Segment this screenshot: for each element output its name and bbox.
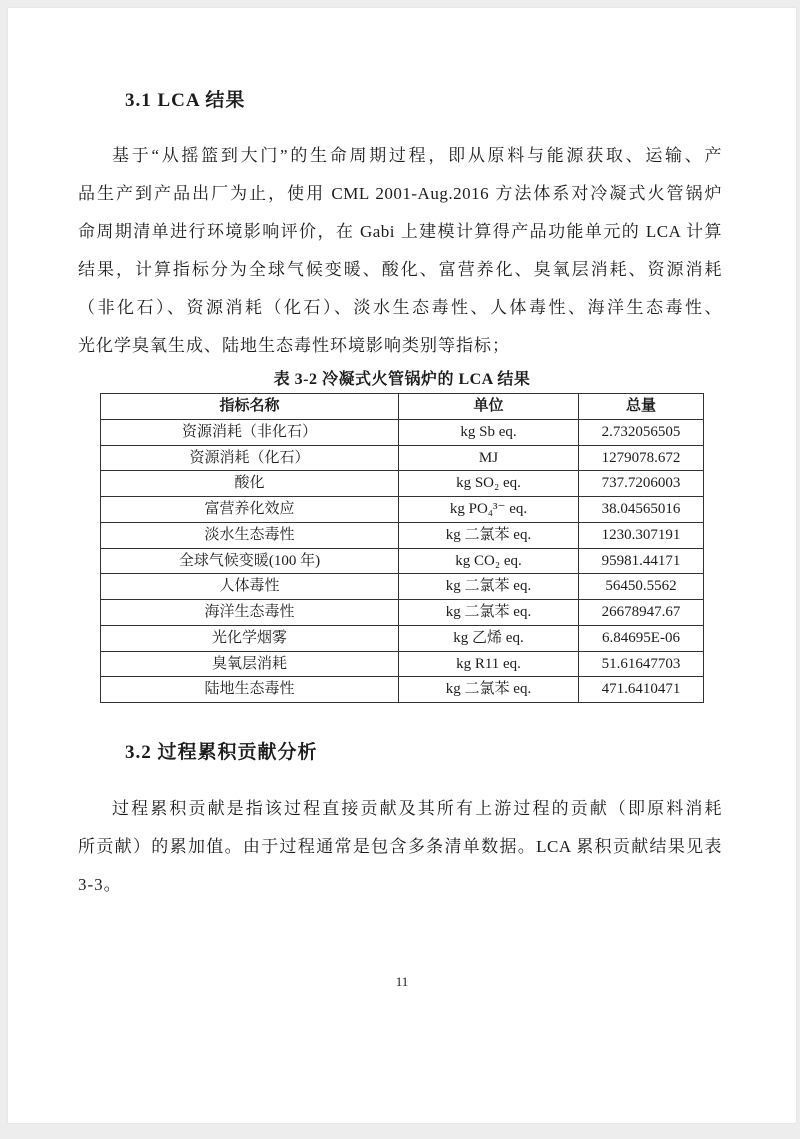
table-row: [101, 548, 704, 574]
column-header-total: 总量: [579, 394, 704, 420]
table-row: [101, 574, 704, 600]
table-row: [101, 419, 704, 445]
cell-indicator-name: 臭氧层消耗: [101, 651, 399, 677]
table-row: [101, 497, 704, 523]
cell-indicator-name: 资源消耗（化石）: [101, 445, 399, 471]
cell-total-value: 56450.5562: [579, 574, 704, 600]
paragraph-line: 光化学臭氧生成、陆地生态毒性环境影响类别等指标；: [78, 336, 510, 355]
cell-unit: kg 乙烯 eq.: [399, 625, 579, 651]
table-row: [101, 445, 704, 471]
section-3-1-title: 3.1 LCA 结果: [125, 90, 246, 111]
cell-unit: kg 二氯苯 eq.: [399, 522, 579, 548]
table-row: [101, 651, 704, 677]
page-number: 11: [395, 974, 409, 989]
paragraph-line: （非化石）、资源消耗（化石）、淡水生态毒性、人体毒性、海洋生态毒性、: [78, 298, 722, 317]
table-row: [101, 600, 704, 626]
cell-indicator-name: 酸化: [101, 471, 399, 497]
cell-indicator-name: 全球气候变暖(100 年): [101, 548, 399, 574]
cell-total-value: 26678947.67: [579, 600, 704, 626]
paragraph-line: 所贡献）的累加值。由于过程通常是包含多条清单数据。LCA 累积贡献结果见表: [78, 837, 722, 856]
column-header-unit: 单位: [399, 394, 579, 420]
section-3-2-paragraph: [78, 790, 722, 904]
table-row: [101, 625, 704, 651]
cell-indicator-name: 富营养化效应: [101, 497, 399, 523]
table-row: [101, 471, 704, 497]
cell-unit: kg 二氯苯 eq.: [399, 600, 579, 626]
cell-total-value: 737.7206003: [579, 471, 704, 497]
paragraph-line: 命周期清单进行环境影响评价，在 Gabi 上建模计算得产品功能单元的 LCA 计算: [78, 222, 722, 241]
paragraph-line: 3-3。: [78, 875, 122, 894]
table-caption: 表 3-2 冷凝式火管锅炉的 LCA 结果: [273, 371, 531, 388]
cell-indicator-name: 海洋生态毒性: [101, 600, 399, 626]
cell-indicator-name: 淡水生态毒性: [101, 522, 399, 548]
table-row: [101, 677, 704, 703]
paragraph-line: 过程累积贡献是指该过程直接贡献及其所有上游过程的贡献（即原料消耗: [112, 799, 722, 818]
paragraph-line: 品生产到产品出厂为止，使用 CML 2001-Aug.2016 方法体系对冷凝式火管锅炉: [78, 184, 722, 203]
cell-total-value: 471.6410471: [579, 677, 704, 703]
cell-total-value: 38.04565016: [579, 497, 704, 523]
cell-unit: kg Sb eq.: [399, 419, 579, 445]
cell-total-value: 51.61647703: [579, 651, 704, 677]
cell-total-value: 1230.307191: [579, 522, 704, 548]
cell-unit: kg R11 eq.: [399, 651, 579, 677]
lca-results-table: [100, 393, 704, 703]
section-3-2-title: 3.2 过程累积贡献分析: [125, 742, 318, 763]
cell-total-value: 2.732056505: [579, 419, 704, 445]
paragraph-line: 结果，计算指标分为全球气候变暖、酸化、富营养化、臭氧层消耗、资源消耗: [78, 260, 722, 279]
document-page: [8, 8, 796, 1123]
paragraph-line: 基于“从摇篮到大门”的生命周期过程，即从原料与能源获取、运输、产: [112, 146, 722, 165]
cell-unit: MJ: [399, 445, 579, 471]
section-3-1-paragraph: [78, 137, 722, 365]
column-header-indicator-name: 指标名称: [101, 394, 399, 420]
cell-unit: kg 二氯苯 eq.: [399, 574, 579, 600]
cell-unit: kg PO₄³⁻ eq.: [399, 497, 579, 523]
table-header-row: [101, 394, 704, 420]
cell-unit: kg SO₂ eq.: [399, 471, 579, 497]
table-body: [101, 419, 704, 702]
cell-unit: kg 二氯苯 eq.: [399, 677, 579, 703]
cell-indicator-name: 资源消耗（非化石）: [101, 419, 399, 445]
cell-total-value: 95981.44171: [579, 548, 704, 574]
cell-indicator-name: 光化学烟雾: [101, 625, 399, 651]
cell-indicator-name: 陆地生态毒性: [101, 677, 399, 703]
cell-total-value: 6.84695E-06: [579, 625, 704, 651]
table-row: [101, 522, 704, 548]
cell-unit: kg CO₂ eq.: [399, 548, 579, 574]
cell-indicator-name: 人体毒性: [101, 574, 399, 600]
cell-total-value: 1279078.672: [579, 445, 704, 471]
